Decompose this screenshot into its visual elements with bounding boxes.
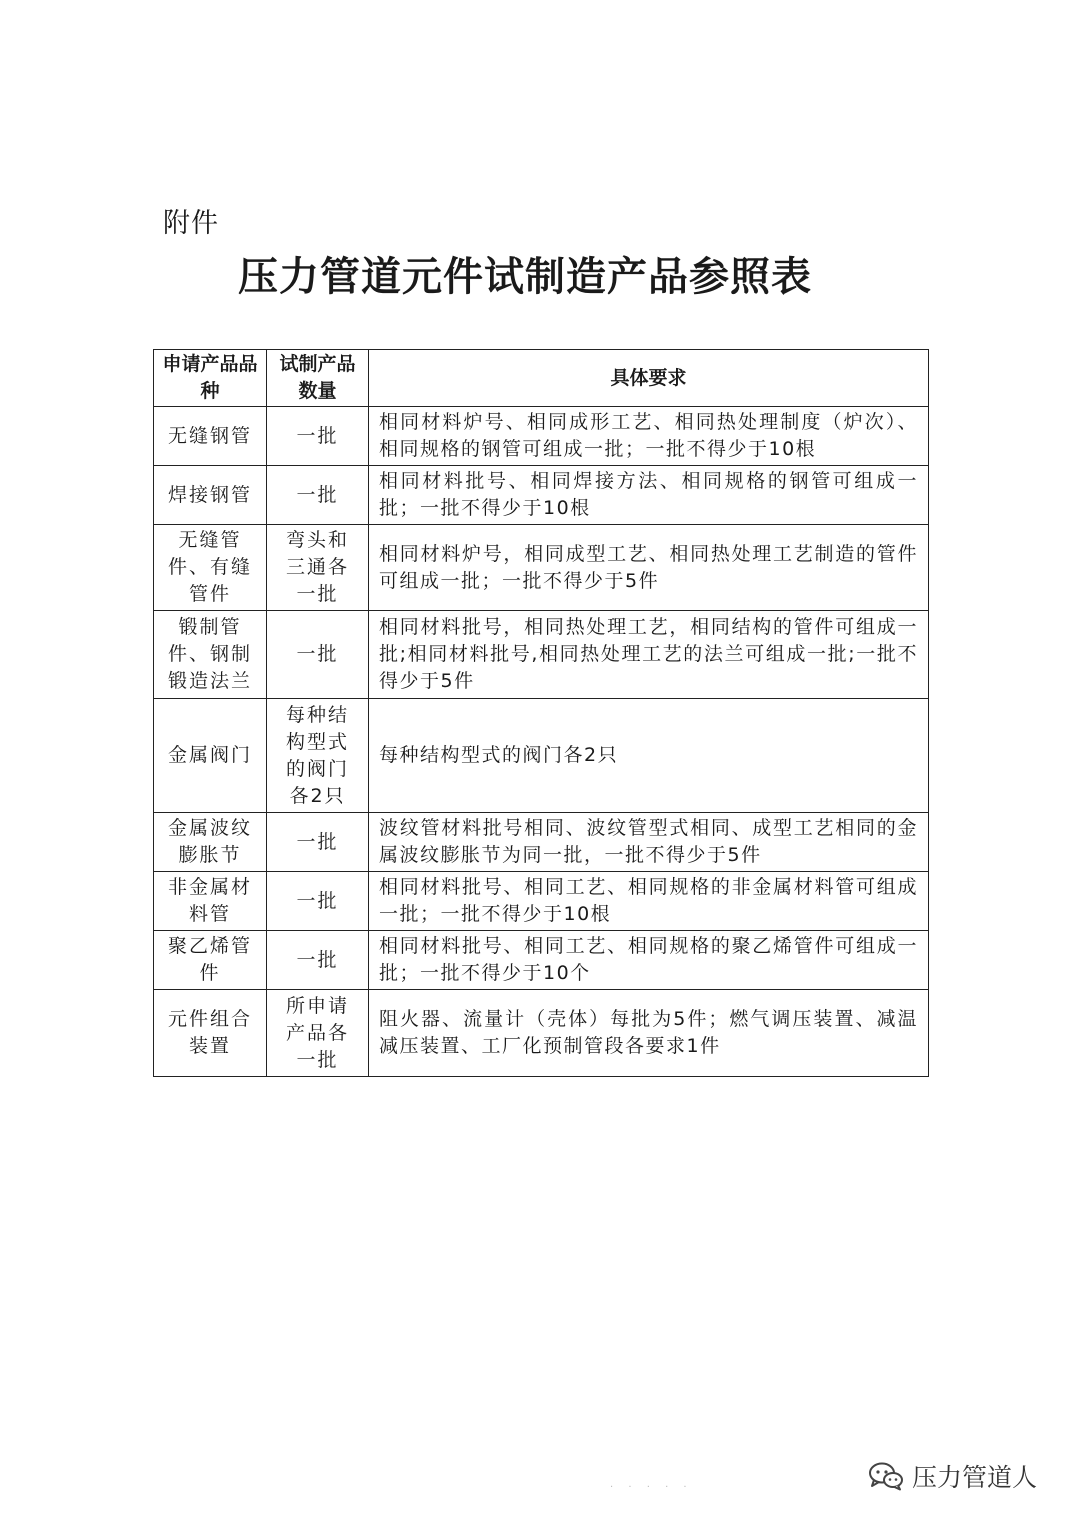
cell-requirement: 相同材料批号、相同工艺、相同规格的非金属材料管可组成一批；一批不得少于10根: [369, 872, 929, 931]
table-row: [154, 699, 929, 813]
cell-requirement: 相同材料炉号、相同成形工艺、相同热处理制度（炉次）、相同规格的钢管可组成一批；一批不得少于10根: [369, 407, 929, 466]
header-product: 申请产品品种: [154, 350, 267, 407]
reference-table: [153, 349, 929, 1077]
faint-dots: · · · · ·: [610, 1482, 693, 1493]
table-row: [154, 931, 929, 990]
cell-product: 锻制管件、钢制锻造法兰: [154, 611, 267, 699]
cell-requirement: 相同材料批号、相同工艺、相同规格的聚乙烯管件可组成一批；一批不得少于10个: [369, 931, 929, 990]
cell-quantity: 每种结构型式的阀门各2只: [267, 699, 369, 813]
cell-requirement: 相同材料批号、相同焊接方法、相同规格的钢管可组成一批；一批不得少于10根: [369, 466, 929, 525]
attachment-label: 附件: [163, 208, 219, 239]
document-title: 压力管道元件试制造产品参照表: [238, 253, 812, 300]
cell-product: 金属阀门: [154, 699, 267, 813]
cell-requirement: 波纹管材料批号相同、波纹管型式相同、成型工艺相同的金属波纹膨胀节为同一批，一批不得少于5件: [369, 813, 929, 872]
cell-product: 聚乙烯管件: [154, 931, 267, 990]
cell-quantity: 一批: [267, 872, 369, 931]
table-header-row: [154, 350, 929, 407]
table-row: [154, 611, 929, 699]
cell-quantity: 一批: [267, 611, 369, 699]
cell-product: 非金属材料管: [154, 872, 267, 931]
cell-quantity: 一批: [267, 931, 369, 990]
header-requirement: 具体要求: [369, 350, 929, 407]
table-row: [154, 407, 929, 466]
cell-requirement: 相同材料炉号，相同成型工艺、相同热处理工艺制造的管件可组成一批；一批不得少于5件: [369, 525, 929, 611]
table-row: [154, 872, 929, 931]
table-row: [154, 525, 929, 611]
cell-quantity: 所申请产品各一批: [267, 990, 369, 1077]
cell-quantity: 弯头和三通各一批: [267, 525, 369, 611]
table-row: [154, 466, 929, 525]
cell-requirement: 相同材料批号，相同热处理工艺，相同结构的管件可组成一批;相同材料批号,相同热处理工艺的法兰可组成一批;一批不得少于5件: [369, 611, 929, 699]
cell-product: 焊接钢管: [154, 466, 267, 525]
cell-quantity: 一批: [267, 813, 369, 872]
watermark-text: 压力管道人: [912, 1463, 1038, 1492]
watermark: [868, 1458, 1037, 1494]
cell-requirement: 每种结构型式的阀门各2只: [369, 699, 929, 813]
cell-quantity: 一批: [267, 407, 369, 466]
table-row: [154, 813, 929, 872]
cell-product: 无缝钢管: [154, 407, 267, 466]
header-quantity: 试制产品数量: [267, 350, 369, 407]
cell-quantity: 一批: [267, 466, 369, 525]
cell-requirement: 阻火器、流量计（壳体）每批为5件；燃气调压装置、减温减压装置、工厂化预制管段各要求1件: [369, 990, 929, 1077]
table-row: [154, 990, 929, 1077]
cell-product: 元件组合装置: [154, 990, 267, 1077]
wechat-icon: [868, 1461, 904, 1491]
cell-product: 金属波纹膨胀节: [154, 813, 267, 872]
cell-product: 无缝管件、有缝管件: [154, 525, 267, 611]
